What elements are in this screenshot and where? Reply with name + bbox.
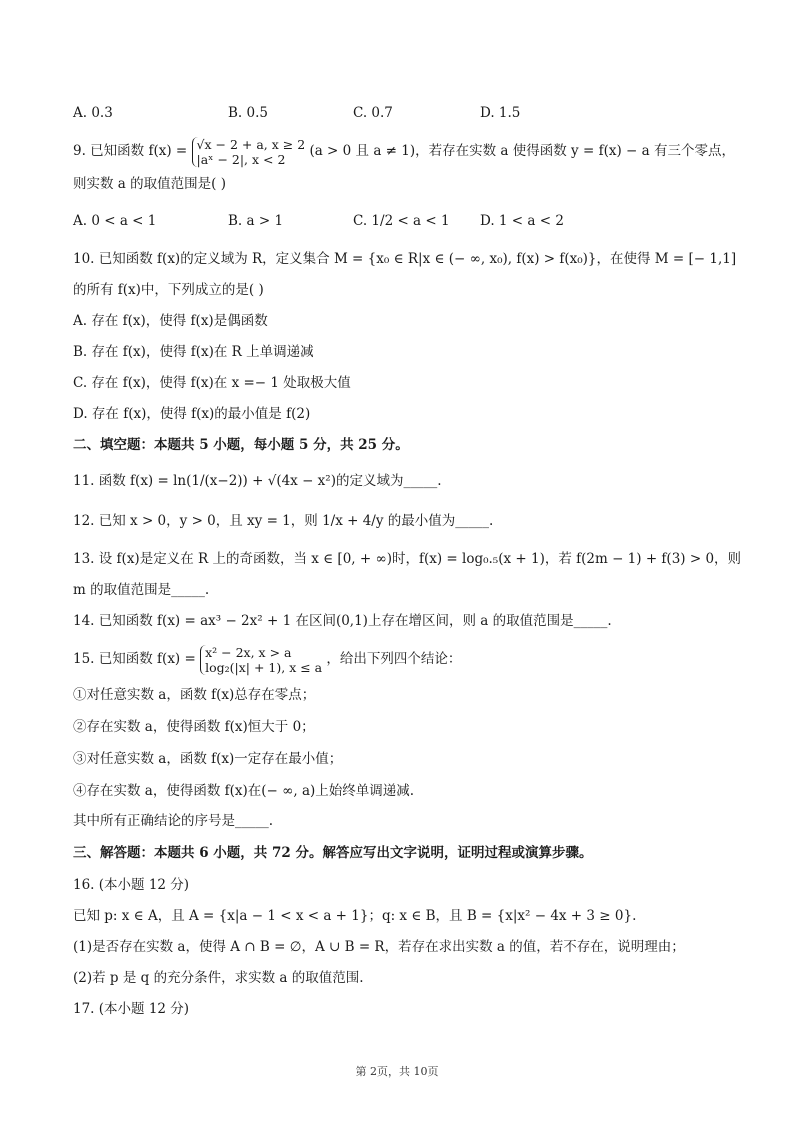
q11: 11. 函数 f(x) = ln(1/(x−2)) + √(4x − x²)的定义域为_____.: [73, 473, 442, 489]
q9-option-d: D. 1 < a < 2: [480, 213, 564, 229]
q9-piecewise: [192, 137, 306, 167]
q10-line1: 10. 已知函数 f(x)的定义域为 R，定义集合 M = {x₀ ∈ R|x ∈ (− ∞, x₀), f(x) > f(x₀)}，在使得 M = [− 1,1]: [73, 251, 737, 267]
q15-piece-1: x² − 2x, x > a: [205, 644, 292, 660]
q15-closing: 其中所有正确结论的序号是_____.: [73, 813, 274, 829]
q15-prefix: 15. 已知函数 f(x) =: [73, 651, 196, 667]
q16-header: 16. (本小题 12 分): [73, 877, 190, 893]
q13-line1: 13. 设 f(x)是定义在 R 上的奇函数，当 x ∈ [0, + ∞)时，f(x) = log₀.₅(x + 1)，若 f(2m − 1) + f(3) > 0，则: [73, 551, 742, 567]
q15-item-3: ③对任意实数 a，函数 f(x)一定存在最小值；: [73, 751, 343, 767]
q10-line2: 的所有 f(x)中，下列成立的是( ): [73, 282, 264, 298]
q10-option-c: C. 存在 f(x)，使得 f(x)在 x =− 1 处取极大值: [73, 375, 351, 391]
q15-piece-2: log₂(|x| + 1), x ≤ a: [205, 659, 323, 675]
q8-option-d: D. 1.5: [480, 105, 521, 121]
q16-line3: (2)若 p 是 q 的充分条件，求实数 a 的取值范围.: [73, 970, 364, 986]
q10-option-a: A. 存在 f(x)，使得 f(x)是偶函数: [73, 313, 268, 329]
q15-stem: [73, 643, 461, 675]
section-2-heading: 二、填空题：本题共 5 小题，每小题 5 分，共 25 分。: [73, 437, 409, 453]
q10-option-b: B. 存在 f(x)，使得 f(x)在 R 上单调递减: [73, 344, 314, 360]
page-footer: 第 2页，共 10页: [355, 1065, 439, 1078]
q9-piece-1: √x − 2 + a, x ≥ 2: [196, 136, 306, 152]
q13-line2: m 的取值范围是_____.: [73, 582, 210, 598]
q17-header: 17. (本小题 12 分): [73, 1001, 190, 1017]
q15-item-2: ②存在实数 a，使得函数 f(x)恒大于 0；: [73, 719, 315, 735]
q8-option-b: B. 0.5: [228, 105, 268, 121]
section-3-heading: 三、解答题：本题共 6 小题，共 72 分。解答应写出文字说明，证明过程或演算步骤。: [73, 845, 593, 861]
q14: 14. 已知函数 f(x) = ax³ − 2x² + 1 在区间(0,1)上存在增区间，则 a 的取值范围是_____.: [73, 613, 612, 629]
q10-option-d: D. 存在 f(x)，使得 f(x)的最小值是 f(2): [73, 406, 311, 422]
q8-option-a: A. 0.3: [73, 105, 113, 121]
q9-stem: [73, 136, 735, 167]
q8-option-c: C. 0.7: [353, 105, 393, 121]
q9-prefix: 9. 已知函数 f(x) =: [73, 143, 188, 159]
q9-option-a: A. 0 < a < 1: [73, 213, 157, 229]
q9-suffix: (a > 0 且 a ≠ 1)，若存在实数 a 使得函数 y = f(x) − a 有三个零点，: [309, 143, 735, 159]
q12: 12. 已知 x > 0，y > 0，且 xy = 1，则 1/x + 4/y 的最小值为_____.: [73, 513, 494, 529]
q15-item-1: ①对任意实数 a，函数 f(x)总存在零点；: [73, 687, 316, 703]
q15-suffix: ，给出下列四个结论：: [326, 651, 462, 667]
q16-line2: (1)是否存在实数 a，使得 A ∩ B = ∅，A ∪ B = R，若存在求出实数 a 的值，若不存在，说明理由；: [73, 939, 685, 955]
q9-piece-2: |aˣ − 2|, x < 2: [196, 151, 286, 167]
q9-option-c: C. 1/2 < a < 1: [353, 213, 450, 229]
q16-line1: 已知 p: x ∈ A，且 A = {x|a − 1 < x < a + 1}；q: x ∈ B，且 B = {x|x² − 4x + 3 ≥ 0}.: [73, 908, 637, 924]
q9-line2: 则实数 a 的取值范围是( ): [73, 176, 226, 192]
q15-piecewise: [200, 645, 322, 675]
q9-option-b: B. a > 1: [228, 213, 284, 229]
q15-item-4: ④存在实数 a，使得函数 f(x)在(− ∞, a)上始终单调递减.: [73, 783, 415, 799]
